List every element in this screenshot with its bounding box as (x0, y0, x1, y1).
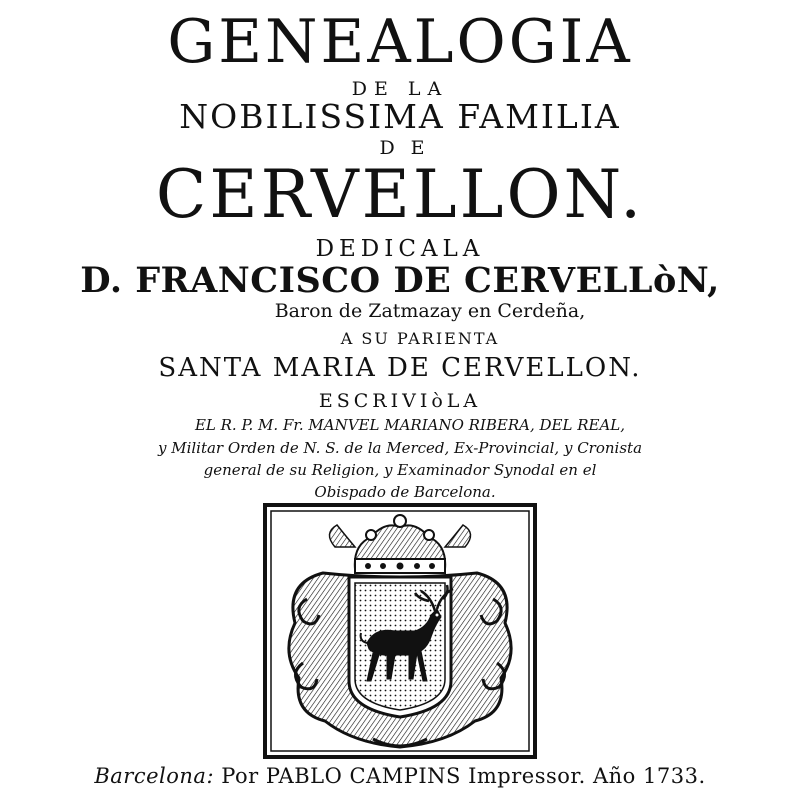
dedicator-name: D. FRANCISCO DE CERVELLòN, (80, 260, 720, 301)
recipient-name: SANTA MARIA DE CERVELLON. (158, 353, 642, 383)
author-verb: ESCRIVIòLA (318, 390, 482, 412)
imprint-printer: Por PABLO CAMPINS Impressor. Año 1733. (221, 764, 706, 788)
imprint-place: Barcelona: (94, 764, 215, 788)
title-subline: NOBILISSIMA FAMILIA (179, 97, 621, 136)
dedicator-title: Baron de Zatmazay en Cerdeña, (274, 300, 586, 322)
title-connector-dela: DE LA (351, 78, 449, 100)
author-line-1: EL R. P. M. Fr. MANVEL MARIANO RIBERA, DEL REAL, (194, 416, 626, 434)
dedication-verb: DEDICALA (315, 236, 485, 262)
author-line-4: Obispado de Barcelona. (314, 483, 496, 501)
title-connector-de: DE (379, 137, 441, 159)
family-name: CERVELLON. (155, 156, 645, 233)
coat-of-arms-stag-crown-icon (263, 503, 537, 759)
author-line-3: general de su Religion, y Examinador Synodal en el (203, 461, 597, 479)
imprint (0, 766, 800, 787)
author-line-2: y Militar Orden de N. S. de la Merced, Ex-Provincial, y Cronista (157, 439, 643, 457)
recipient-intro: A SU PARIENTA (340, 329, 500, 348)
book-title: GENEALOGIA (167, 7, 633, 77)
